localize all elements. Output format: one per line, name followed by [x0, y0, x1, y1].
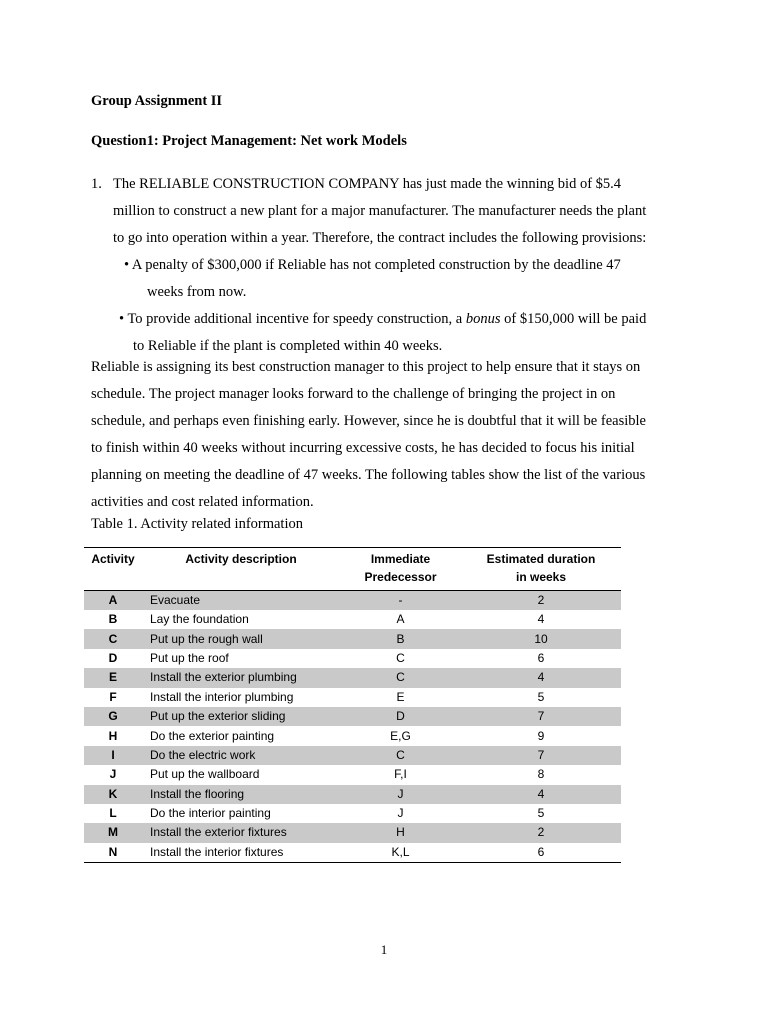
cell-duration: 6 — [537, 844, 545, 859]
table-row — [84, 591, 621, 611]
table-header — [84, 548, 621, 591]
cell-predecessor: B — [340, 629, 461, 648]
cell-description: Install the interior fixtures — [150, 844, 284, 859]
cell-activity: M — [84, 823, 142, 842]
cell-duration: 5 — [537, 806, 545, 821]
cell-activity: I — [84, 746, 142, 765]
item-number: 1. — [91, 176, 102, 192]
cell-predecessor: A — [396, 612, 405, 627]
header-duration-line2: in weeks — [515, 570, 567, 584]
table-row — [84, 668, 621, 687]
cell-predecessor: E — [396, 689, 405, 704]
table-row — [84, 765, 621, 784]
cell-activity: F — [109, 689, 117, 704]
cell-description: Install the exterior fixtures — [142, 823, 340, 842]
document-title: Group Assignment II — [91, 93, 223, 109]
header-predecessor — [340, 548, 461, 591]
page-number: 1 — [380, 942, 388, 957]
cell-activity: D — [108, 650, 118, 665]
cell-activity: L — [109, 806, 117, 821]
bullet-penalty-continued: weeks from now. — [147, 284, 247, 300]
header-activity: Activity — [84, 548, 142, 591]
paragraph-line: schedule, and perhaps even finishing early. However, since he is doubtful that it will be feasible — [91, 413, 646, 429]
cell-activity: N — [108, 844, 118, 859]
cell-duration: 9 — [537, 728, 545, 743]
table-body — [84, 591, 621, 863]
cell-description: Put up the rough wall — [142, 629, 340, 648]
bonus-emphasis: bonus — [465, 311, 501, 327]
body-paragraph — [91, 354, 681, 516]
cell-predecessor: H — [340, 823, 461, 842]
cell-description: Do the electric work — [142, 746, 340, 765]
cell-activity: E — [84, 668, 142, 687]
cell-duration: 2 — [461, 823, 621, 842]
table-row — [84, 804, 621, 823]
cell-duration: 4 — [537, 612, 545, 627]
cell-predecessor: D — [340, 707, 461, 726]
cell-description: Do the interior painting — [150, 806, 271, 821]
paragraph-line: activities and cost related information. — [91, 494, 314, 510]
header-predecessor-line1: Immediate — [370, 552, 431, 566]
bullet-bonus-post: of $150,000 will be paid — [500, 311, 647, 327]
cell-description: Install the exterior plumbing — [142, 668, 340, 687]
header-duration-line1: Estimated duration — [486, 552, 596, 566]
bullet-bonus — [91, 306, 681, 333]
table-row — [84, 785, 621, 804]
table-row — [84, 707, 621, 726]
table-caption: Table 1. Activity related information — [91, 516, 303, 532]
cell-description: Do the exterior painting — [150, 728, 275, 743]
table-row — [84, 823, 621, 842]
activity-table — [84, 547, 621, 863]
cell-description: Install the interior plumbing — [150, 689, 294, 704]
cell-description: Put up the wallboard — [150, 767, 260, 782]
header-predecessor-line2: Predecessor — [364, 570, 437, 584]
paragraph-line: Reliable is assigning its best construction manager to this project to help ensure that it stays on — [91, 359, 641, 375]
header-duration — [461, 548, 621, 591]
cell-duration: 5 — [537, 689, 545, 704]
bullet-bonus-pre: • To provide additional incentive for speedy construction, a — [119, 311, 466, 327]
item-line: The RELIABLE CONSTRUCTION COMPANY has just made the winning bid of $5.4 — [113, 176, 622, 192]
cell-predecessor: C — [340, 746, 461, 765]
cell-duration: 7 — [461, 746, 621, 765]
cell-duration: 4 — [461, 785, 621, 804]
cell-activity: B — [108, 612, 118, 627]
cell-activity: G — [84, 707, 142, 726]
cell-duration: 6 — [537, 650, 545, 665]
cell-description: Lay the foundation — [150, 612, 249, 627]
bullet-bonus-continued: to Reliable if the plant is completed within 40 weeks. — [133, 338, 443, 354]
table-row — [84, 688, 621, 707]
cell-predecessor: C — [340, 668, 461, 687]
cell-activity: K — [84, 785, 142, 804]
paragraph-line: schedule. The project manager looks forward to the challenge of bringing the project in on — [91, 386, 616, 402]
cell-predecessor: J — [340, 785, 461, 804]
item-line: to go into operation within a year. Therefore, the contract includes the following provisions: — [113, 230, 647, 246]
header-description: Activity description — [142, 548, 340, 591]
cell-predecessor: E,G — [390, 728, 411, 743]
question-title: Question1: Project Management: Net work Models — [91, 133, 407, 149]
cell-duration: 7 — [461, 707, 621, 726]
cell-predecessor: K,L — [391, 844, 410, 859]
cell-description: Put up the exterior sliding — [142, 707, 340, 726]
cell-predecessor: - — [340, 591, 461, 611]
cell-activity: H — [108, 728, 118, 743]
cell-description: Install the flooring — [142, 785, 340, 804]
cell-duration: 4 — [461, 668, 621, 687]
cell-duration: 2 — [461, 591, 621, 611]
cell-duration: 8 — [537, 767, 545, 782]
table-row — [84, 629, 621, 648]
table-row — [84, 843, 621, 863]
cell-activity: C — [84, 629, 142, 648]
cell-description: Evacuate — [142, 591, 340, 611]
cell-activity: J — [109, 767, 117, 782]
table-row — [84, 610, 621, 629]
cell-predecessor: F,I — [394, 767, 407, 782]
list-item-1 — [91, 171, 681, 360]
item-line: million to construct a new plant for a major manufacturer. The manufacturer needs the plant — [113, 203, 647, 219]
bullet-penalty: • A penalty of $300,000 if Reliable has not completed construction by the deadline 47 — [124, 257, 621, 273]
cell-predecessor: C — [396, 650, 405, 665]
cell-duration: 10 — [461, 629, 621, 648]
cell-predecessor: J — [397, 806, 404, 821]
table-row — [84, 746, 621, 765]
table-header-row — [84, 548, 621, 591]
cell-description: Put up the roof — [150, 650, 229, 665]
cell-activity: A — [84, 591, 142, 611]
paragraph-line: planning on meeting the deadline of 47 weeks. The following tables show the list of the various — [91, 467, 646, 483]
table-row — [84, 649, 621, 668]
paragraph-line: to finish within 40 weeks without incurring excessive costs, he has decided to focus his initial — [91, 440, 635, 456]
table-row — [84, 726, 621, 745]
